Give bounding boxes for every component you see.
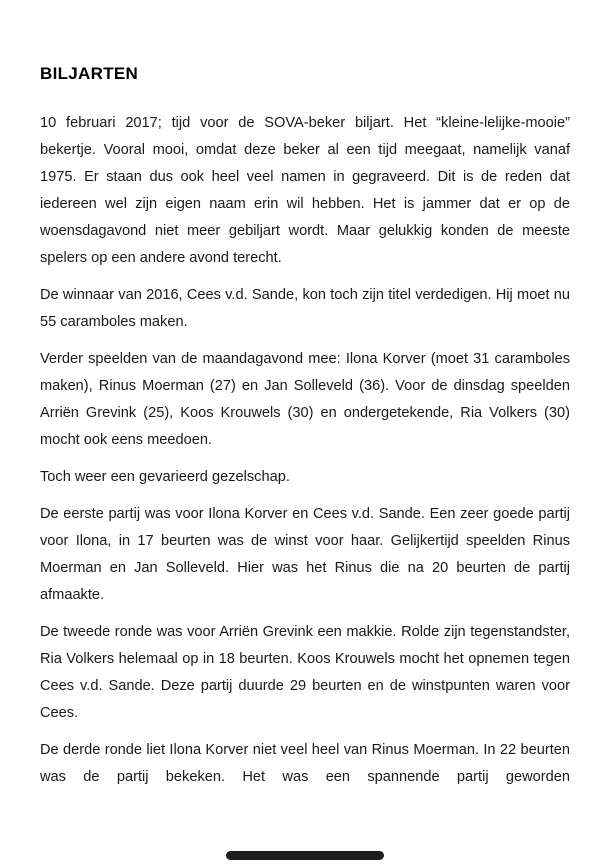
paragraph-players: Verder speelden van de maandagavond mee: Ilona Korver (moet 31 caramboles maken), Rinus Moerman (27) en Jan Solleveld (36). Voor de dinsdag speelden Arriën Grevink (25), Koos Krouwels (30) en ondergetekende, Ria Volkers (30) mocht ook eens meedoen. — [40, 351, 570, 448]
paragraph-gezelschap: Toch weer een gevarieerd gezelschap. — [40, 469, 290, 485]
paragraph-winner-2016: De winnaar van 2016, Cees v.d. Sande, kon toch zijn titel verdedigen. Hij moet nu 55 caramboles maken. — [40, 287, 570, 330]
paragraph-tweede-ronde: De tweede ronde was voor Arriën Grevink een makkie. Rolde zijn tegenstandster, Ria Volkers helemaal op in 18 beurten. Koos Krouwels mocht het opnemen tegen Cees v.d. Sande. Deze partij duurde 29 beurten en de winstpunten waren voor Cees. — [40, 624, 570, 721]
paragraph-intro: 10 februari 2017; tijd voor de SOVA-beker biljart. Het “kleine-lelijke-mooie” bekertje. Vooral mooi, omdat deze beker al een tijd meegaat, namelijk vanaf 1975. Er staan dus ook heel veel namen in gegraveerd. Dit is de reden dat iedereen wel zijn eigen naam erin wil hebben. Het is jammer dat er op de woensdagavond niet meer gebiljart wordt. Maar gelukkig konden de meeste spelers op een andere avond terecht. — [40, 115, 570, 266]
home-indicator-bar[interactable] — [226, 851, 384, 860]
paragraph-derde-ronde: De derde ronde liet Ilona Korver niet veel heel van Rinus Moerman. In 22 beurten was de partij bekeken. Het was een spannende partij geworden — [40, 742, 570, 785]
paragraph-eerste-partij: De eerste partij was voor Ilona Korver en Cees v.d. Sande. Een zeer goede partij voor Ilona, in 17 beurten was de winst voor haar. Gelijkertijd speelden Rinus Moerman en Jan Solleveld. Hier was het Rinus die na 20 beurten de partij afmaakte. — [40, 506, 570, 603]
document-title: BILJARTEN — [40, 64, 139, 83]
